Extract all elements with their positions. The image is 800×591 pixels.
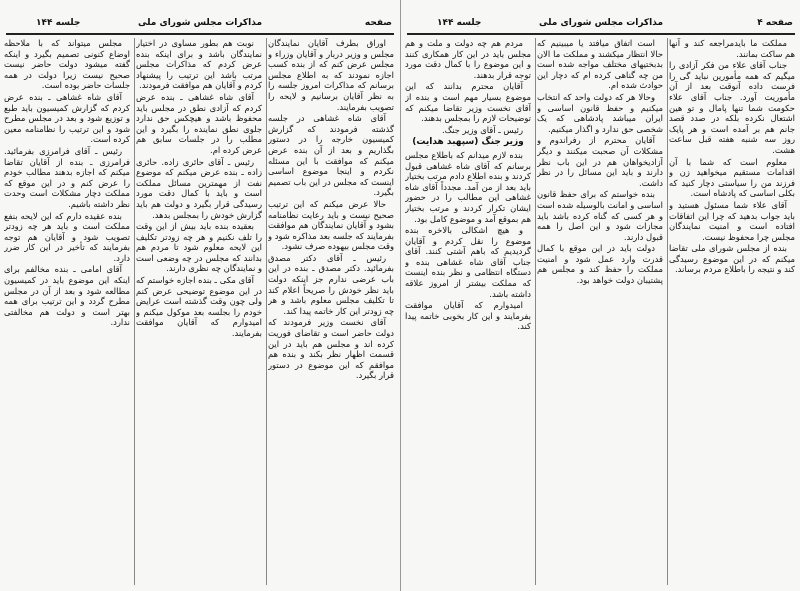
page-number-label: صفحه [364, 18, 392, 28]
header-rule [407, 33, 795, 35]
paragraph: بنده لازم میدانم که باطلاع مجلس برسانم که آقای شاه غشاهی قبول کردند و بنده اطلاع دادم مرتب بختیار باید بعد از من آمد. مجدداً آقای شاه غشاهی این مطالب را در حضور ایشان تکرار کردند و مرتب بختیار هم بموقع آمد و موضوع کامل بود. [405, 149, 531, 224]
paragraph: بنده از مجلس شورای ملی تقاضا میکنم که در این موضوع رسیدگی کند و نتیجه را باطلاع مردم برساند. [669, 243, 795, 275]
paragraph: آقایان محترم بدانند که این موضوع بسیار مهم است و بنده از آقای نخست وزیر تقاضا میکنم که توضیحات لازم را بمجلس بدهند. [405, 81, 531, 124]
paragraph: آقای مکی ـ بنده اجازه خواستم که در این موضوع توضیحی عرض کنم ولی چون وقت گذشته است عرایض خودم را بجلسه بعد موکول میکنم و امیدوارم که آقایان موافقت بفرمایند. [136, 275, 262, 339]
paragraph: جناب آقای علاء من فکر آزادی را میگیم که همه مأمورین نباید گی را فرست داده آنوقت بعد از آن مأموریت آورد. جناب آقای علاء حکومت شما تنها پامال و تو هین اشتعال نکرده بلکه در صدد قصد جانم هم بر آمده است و هر پایک روز سه شنبه هفته قبل ساعت هشت. [669, 60, 795, 155]
paragraph: رئیس ـ آقای وزیر جنگ. [441, 124, 523, 135]
column-divider [667, 38, 668, 585]
paragraph: اوراق بطرف آقایان نمایندگان مجلس و وزیر دربار و آقایان وزراء و مجلس عرض کنم که از بنده کسب اجازه نمودند که به اطلاع مجلس برسانم که مذاکرات امروز جلسه را به نظر آقایان برسانیم و لایحه را تصویب بفرمایند. [268, 38, 394, 112]
page-header [6, 16, 394, 32]
paragraph: وحالا هر که دولت واحد که انتخاب میکنیم و حفظ قانون اساسی و ایران میباشد پادشاهی که یک شخصی حق ندارد و اگذار میکنیم. [537, 91, 663, 134]
paragraph: بنده خواستم که برای حفظ قانون اساسی و امانت بالوسیله شده است و هر کسی که گناه کرده باشد باید مجازات شود و این اصل را همه قبول دارند. [537, 189, 663, 242]
paragraph: آقای علاء شما مسئول هستید و باید جواب بدهید که چرا این اتفاقات افتاده است و امنیت نمایندگان مجلس چرا محفوظ نیست. [669, 199, 795, 242]
paragraph: بعقیده بنده باید بیش از این وقت را تلف نکنیم و هر چه زودتر تکلیف این لایحه معلوم شود تا مردم هم بدانند که مجلس در چه وضعی است و نمایندگان چه نظری دارند. [136, 221, 262, 274]
paragraph: آقای شاه غشاهی ـ بنده عرض کردم که گزارش کمیسیون باید طبع و توزیع شود و بعد در مجلس مطرح شود و این ترتیب را نظامنامه معین کرده است. [4, 91, 130, 145]
paragraph: نوبت هم بطور مساوی در اختیار نمایندگان باشد و برای اینکه بنده عرض کردم که مذاکرات مجلس مرتب باشد این ترتیب را پیشنهاد کردم و آقایان هم موافقت فرمودند. [136, 38, 262, 91]
paragraph: بنده عقیده دارم که این لایحه بنفع مملکت است و باید هر چه زودتر تصویب شود و آقایان هم توجه بفرمایند که تأخیر در این کار ضرر دارد. [4, 210, 130, 263]
paragraph: رئیس ـ آقای دکتر مصدق بفرمائید. دکتر مصدق ـ بنده در این باب عرضی ندارم جز اینکه دولت باید نظر خودش را صریحاً اعلام کند تا تکلیف مجلس معلوم باشد و هر چه زودتر این کار خاتمه پیدا کند. [268, 252, 394, 316]
publication-title: مذاکرات مجلس شورای ملی [538, 18, 664, 28]
paragraph: آقایان محترم از رفراندوم و مشکلات آن صحبت میکنند و دیگر آزادیخواهان هم در این باب نظر دارند و باید این مسائل را در نظر داشت. [537, 135, 663, 188]
paragraph: رئیس ـ آقای حائری زاده. حائری زاده ـ بنده عرض میکنم که موضوع نفت از مهمترین مسائل مملکت است و باید با کمال دقت مورد رسیدگی قرار بگیرد و دولت هم باید گزارش خودش را بمجلس بدهد. [136, 156, 262, 220]
text-column-3 [4, 38, 130, 585]
paragraph: آقای شاه غشاهی ـ بنده عرض کردم که آزادی نطق در مجلس باید محفوظ باشد و هیچکس حق ندارد جلوی نطق نماینده را بگیرد و این مطلب را در جلسات سابق هم عرض کرده ام. [136, 91, 262, 155]
text-column-1 [669, 38, 795, 585]
page-number-label: صفحه ۴ [757, 18, 793, 28]
paragraph: معلوم است که شما با آن اقدامات مستقیم میخواهید زن و فرزند من را سیاستی دچار کنید که بکلی اساسی که پادشاه است. [669, 156, 795, 199]
text-column-2 [537, 38, 663, 585]
publication-title: مذاکرات مجلس شورای ملی [137, 18, 263, 28]
paragraph: امیدوارم که آقایان موافقت بفرمایند و این کار بخوبی خاتمه پیدا کند. [405, 300, 531, 332]
text-column-3 [405, 38, 531, 585]
page-header [407, 16, 795, 32]
session-number: جلسه ۱۴۴ [437, 18, 482, 28]
paragraph: مردم هم چه دولت و ملت و هم مجلس باید در این کار همکاری کنند و این موضوع را با کمال دقت مورد توجه قرار بدهند. [405, 38, 531, 80]
column-divider [266, 38, 267, 585]
paragraph: رئیس ـ آقای فرامرزی بفرمائید. فرامرزی ـ بنده از آقایان تقاضا میکنم که اجازه بدهند مطالب خودم را عرض کنم و در این موقع که مملکت دچار مشکلات است وحدت نظر داشته باشیم. [4, 145, 130, 209]
paragraph: آقای نخست وزیر فرمودند که دولت حاضر است و تقاضای فوریت کرده اند و مجلس هم باید در این قسمت اظهار نظر بکند و بنده هم موافقم که این موضوع در دستور قرار بگیرد. [268, 317, 394, 381]
paragraph: آقای امامی ـ بنده مخالفم برای اینکه این موضوع باید در کمیسیون مطالعه شود و بعد از آن در مجلس مطرح گردد و این ترتیب برای همه بهتر است و دولت هم مخالفتی ندارد. [4, 264, 130, 328]
paragraph: حالا عرض میکنم که این ترتیب صحیح نیست و باید رعایت نظامنامه بشود و آقایان نمایندگان هم موافقت بفرمایند که جلسه بعد مذاکره شود و وقت مجلس بیهوده صرف نشود. [268, 198, 394, 252]
paragraph: مجلس میتواند که با ملاحظه اوضاع کنونی تصمیم بگیرد و اینکه گفته میشود دولت حاضر نیست صحیح نیست زیرا دولت در همه جلسات حاضر بوده است. [4, 38, 130, 91]
paragraph: مملکت ما بایدمراجعه کند و آنها هم ساکت بمانند. [669, 38, 795, 59]
paragraph: و هیچ اشکالی بالاخره بنده موضوع را نقل کردم و آقایان گردیدیم که باهم آشتی کنند. آقای جناب آقای شاه غشاهی بنده و دستگاه انتظامی و نظر بنده اینست که مملکت بیشتر از امروز علاقه داشته باشد. [405, 225, 531, 299]
paragraph: آقای شاه غشاهی در جلسه گذشته فرمودند که گزارش کمیسیون خارجه را در دستور بگذاریم و بعد از آن بنده عرض میکنم که موافقت با این مسئله نکردم و اینجا موضوع اساسی اینست که مجلس در این باب تصمیم بگیرد. [268, 113, 394, 198]
right-page [400, 0, 800, 591]
column-divider [535, 38, 536, 585]
paragraph: است اتفاق میافتد یا میبینیم که حالا انتظار میکشند و مملکت ما الان بدبختیهای مختلف مواجه شده است من چه گناهی کرده ام که دچار این حوادث شده ام. [537, 38, 663, 91]
paragraph: دولت باید در این موقع با کمال قدرت وارد عمل شود و امنیت مملکت را حفظ کند و مجلس هم پشتیبان دولت خواهد بود. [537, 243, 663, 286]
column-divider [134, 38, 135, 585]
speaker-heading: وزیر جنگ (سپهبد هدایت) [412, 137, 524, 148]
text-column-2 [136, 38, 262, 585]
text-column-1 [268, 38, 394, 585]
header-rule [6, 33, 394, 35]
session-number: جلسه ۱۴۴ [36, 18, 81, 28]
